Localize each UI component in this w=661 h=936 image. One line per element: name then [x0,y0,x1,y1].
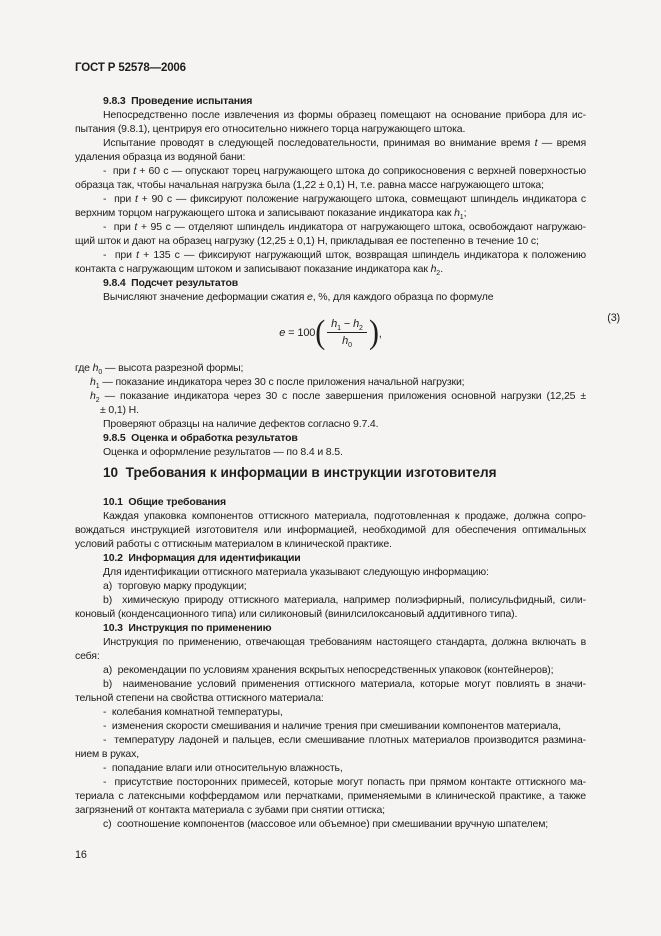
text-line: - температуру ладоней и пальцев, если смешивание плотных материалов производится размина- [103,734,586,746]
text-line: - попадание влаги или относительную влажность, [103,762,343,774]
text-line: - изменения скорости смешивания и наличие трения при смешивании компонентов материала, [103,720,561,732]
text-line: $h_1$ — показание индикатора через 30 с после приложения начальной нагрузки; [90,376,465,391]
text-line: верхним торцом нагружающего штока и записывают показание индикатора как $h_1$; [75,207,467,222]
subsection-heading: 10.3 Инструкция по применению [103,622,272,634]
text-line: образца так, чтобы начальная нагрузка была (1,22 ± 0,1) Н, т.е. равна массе нагружающего штока; [75,179,544,191]
text-line: b) химическую природу оттискного материала, например полиэфирный, полисульфидный, сили- [103,594,586,606]
text-line: - колебания комнатной температуры, [103,706,283,718]
text-line: Вычисляют значение деформации сжатия e, %, для каждого образца по формуле [103,291,494,303]
subsection-heading: 9.8.5 Оценка и обработка результатов [103,432,298,444]
text-line: загрязнений от контакта материала с зубами при снятии оттиска; [75,804,385,816]
text-line: c) соотношение компонентов (массовое или объемное) при смешивании вручную шпателем; [103,818,549,830]
formula-trailing-comma: , [378,327,382,340]
page-number: 16 [75,849,87,861]
text-line: a) торговую марку продукции; [103,580,247,592]
text-line: пытания (9.8.1), центрируя его относительно нижнего торца нагружающего штока. [75,123,466,135]
text-line: - при t + 60 с — опускают торец нагружающего штока до соприкосновения с верхней поверхностью [103,165,586,177]
text-line: контакта с нагружающим штоком и записывают показание индикатора как $h_2$. [75,263,443,278]
text-line: нием в руках, [75,748,139,760]
text-line: Испытание проводят в следующей последовательности, принимая во внимание время t — время [103,137,587,149]
text-line: вождаться инструкцией изготовителя или информацией, необходимой для обеспечения оптимальных [75,524,586,536]
text-line: b) наименование условий применения оттискного материала, которые могут повлиять в значи- [103,678,586,690]
fraction [327,318,367,350]
document-lines [75,94,620,831]
text-line: удаления образца из водяной бани: [75,151,246,163]
text-line: a) рекомендации по условиям хранения вскрытых непосредственных упаковок (контейнеров); [103,664,554,676]
text-line: - при t + 90 с — фиксируют положение нагружающего штока, совмещают шпиндель индикатора с [103,193,586,205]
subsection-heading: 9.8.4 Подсчет результатов [103,277,239,289]
text-line: коновый (конденсационного типа) или силиконовый (винилсилоксановый аддитивного типа). [75,608,518,620]
subsection-heading: 10.1 Общие требования [103,496,226,508]
section-heading: 10 Требования к информации в инструкции изготовителя [103,465,497,480]
text-line: условий работы с оттискным материалом в клинической практике. [75,538,392,550]
formula-lhs: e = 100 [279,326,316,339]
subsection-heading: 10.2 Информация для идентификации [103,552,301,564]
text-line: ± 0,1) Н. [100,404,139,416]
formula-body [279,313,382,351]
subsection-heading: 9.8.3 Проведение испытания [103,95,253,107]
text-line: где $h_0$ — высота разрезной формы; [75,362,244,377]
text-line: - присутствие посторонних примесей, которые могут попасть при прямом контакте оттискного ма- [103,776,586,788]
text-line: Каждая упаковка компонентов оттискного материала, подготовленная к продаже, должна сопро- [103,510,586,522]
close-paren: ) [368,313,379,351]
equation-number: (3) [607,312,620,324]
text-line: - при t + 135 с — фиксируют нагружающий шток, возвращая шпиндель индикатора к положению [103,249,586,261]
text-line: тельной степени на свойства оттискного материала: [75,692,324,704]
compression-deformation-formula [75,304,620,361]
text-line: $h_2$ — показание индикатора через 30 с после завершения приложения основной нагрузки (12,25 ± [90,390,586,405]
text-line: - при t + 95 с — отделяют шпиндель индикатора от нагружающего штока, освобождают нагружаю- [103,221,586,233]
doc-number: ГОСТ Р 52578—2006 [75,62,186,74]
text-line: Оценка и оформление результатов — по 8.4 и 8.5. [103,446,343,458]
text-line: Инструкция по применению, отвечающая требованиям настоящего стандарта, должна включать в [103,636,586,648]
text-line: Для идентификации оттискного материала указывают следующую информацию: [103,566,489,578]
open-paren: ( [315,313,326,351]
fraction-numerator: $h_1 - h_2$ [327,318,367,333]
fraction-denominator: $h_0$ [342,335,352,350]
text-line: щий шток и дают на образец нагрузку (12,25 ± 0,1) Н, прикладывая ее постепенно в течение 10 с; [75,235,539,247]
text-line: Проверяют образцы на наличие дефектов согласно 9.7.4. [103,418,379,430]
text-line: Непосредственно после извлечения из формы образец помещают на основание прибора для ис- [103,109,586,121]
text-line: териала с латексными коффердамом или перчатками, применяемыми в клинической практике, а также [75,790,586,802]
text-line: себя: [75,650,100,662]
